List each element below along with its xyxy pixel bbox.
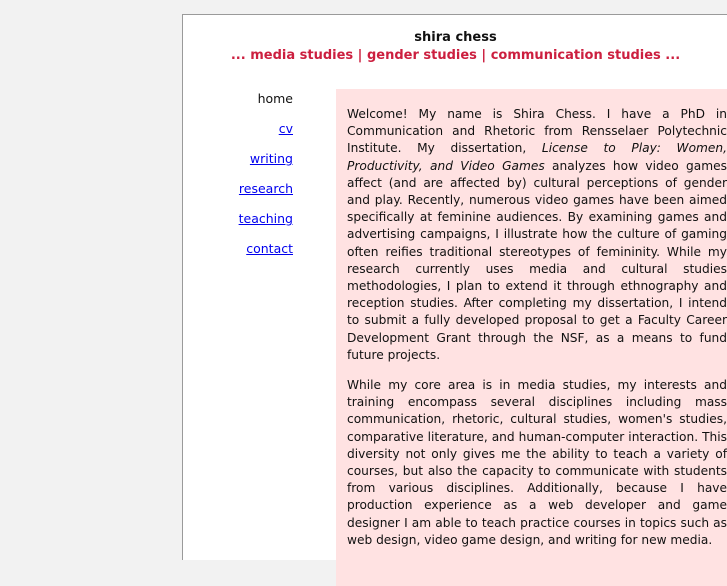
intro-text-before: Welcome! My name is Shira Chess. I have a PhD in Communication and Rhetoric from Rensselaer Polytechnic Institute. My dissertation, bbox=[347, 107, 727, 156]
dissertation-title: License to Play: Women, Productivity, and Video Games bbox=[347, 141, 727, 173]
site-title: shira chess bbox=[414, 30, 497, 45]
site-tagline: ... media studies | gender studies | communication studies ... bbox=[230, 48, 681, 63]
nav-item-research[interactable]: research bbox=[238, 181, 293, 196]
main-nav bbox=[183, 91, 293, 271]
content-panel bbox=[336, 89, 727, 586]
intro-paragraph bbox=[347, 106, 727, 364]
nav-item-writing[interactable]: writing bbox=[249, 151, 293, 166]
intro-text-after: analyzes how video games affect (and are affected by) cultural perceptions of gender and play. Recently, numerous video games have been aimed specifically at feminine audiences. By examining games and advertising campaigns, I illustrate how the culture of gaming often reifies traditional stereotypes of femininity. While my research currently uses media and cultural studies methodologies, I plan to extend it through ethnography and reception studies. After completing my dissertation, I intend to submit a fully developed proposal to get a Faculty Career Development Grant through the NSF, as a means to fund future projects. bbox=[347, 158, 727, 362]
nav-item-home[interactable]: home bbox=[257, 91, 293, 106]
page-frame bbox=[182, 14, 727, 560]
nav-item-cv[interactable]: cv bbox=[278, 121, 293, 136]
nav-item-contact[interactable]: contact bbox=[246, 241, 293, 256]
nav-item-teaching[interactable]: teaching bbox=[238, 211, 293, 226]
interests-paragraph: While my core area is in media studies, my interests and training encompass several disciplines including mass communication, rhetoric, cultural studies, women's studies, comparative literature, and human-computer interaction. This diversity not only gives me the ability to teach a variety of courses, but also the capacity to communicate with students from various disciplines. Additionally, because I have production experience as a web developer and game designer I am able to teach practice courses in topics such as web design, video game design, and writing for new media. bbox=[347, 378, 727, 547]
